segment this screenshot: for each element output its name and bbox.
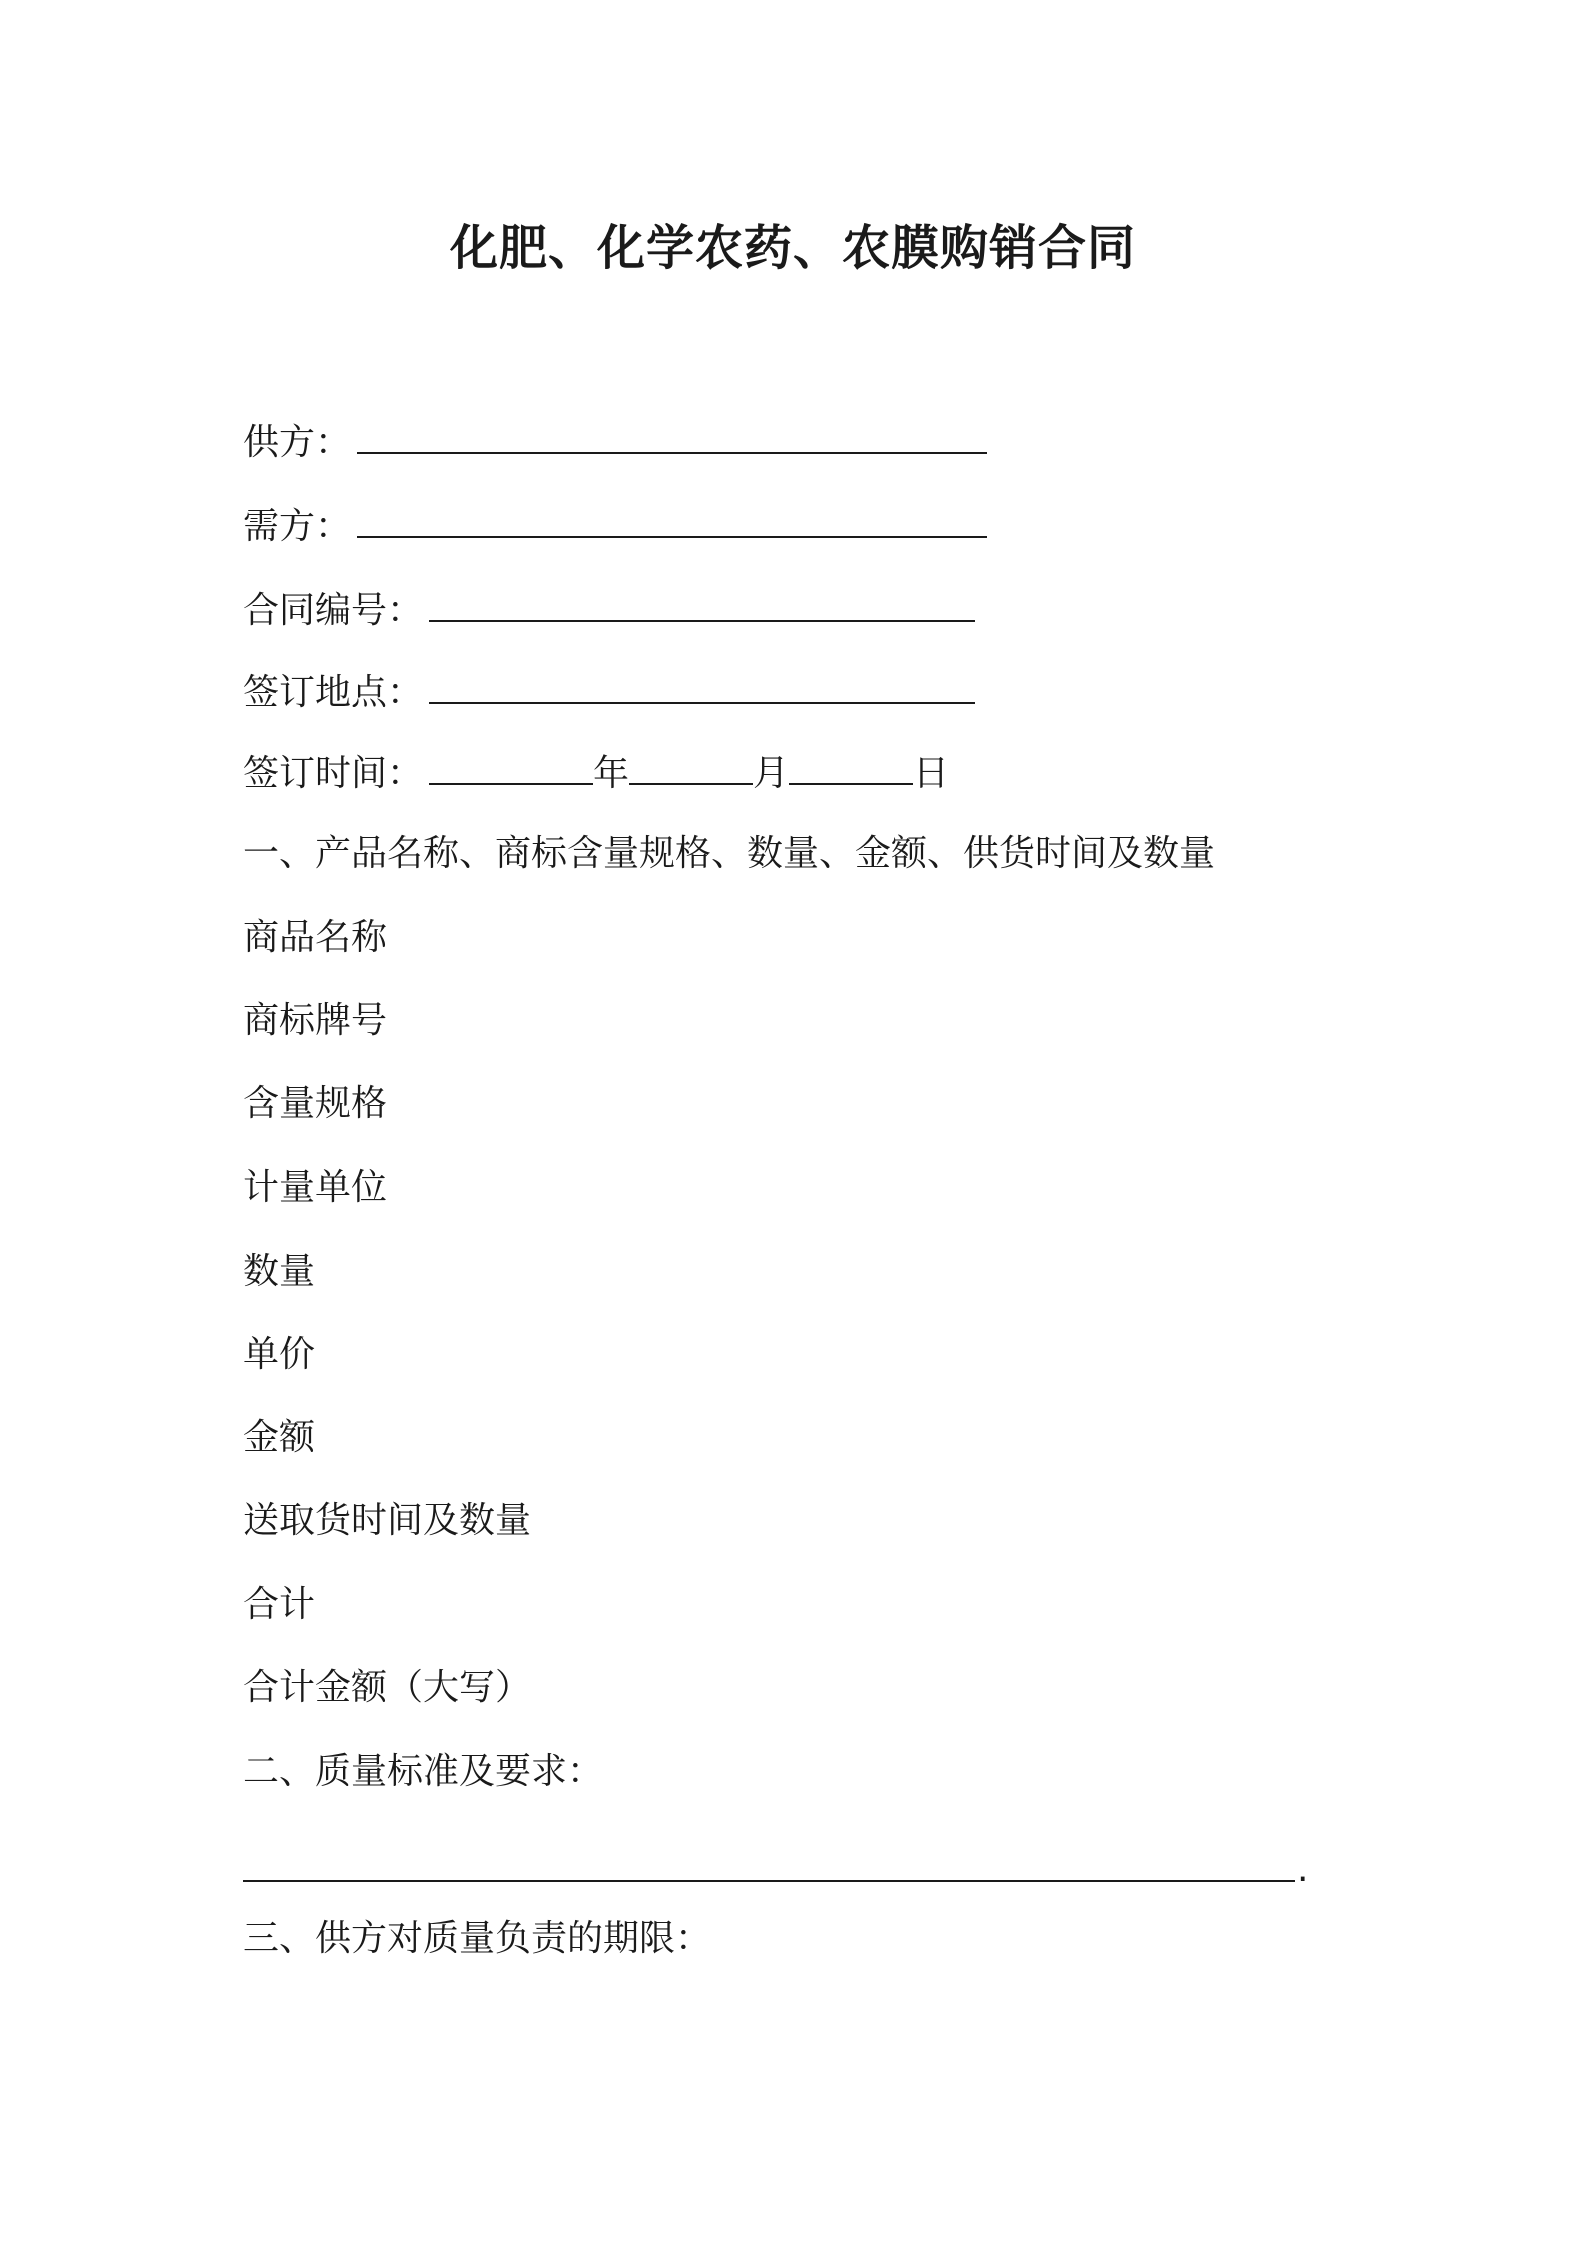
section2-heading: 二、质量标准及要求： <box>243 1751 604 1792</box>
item-total: 合计 <box>243 1584 316 1625</box>
sign-time-label: 签订时间： <box>243 753 424 794</box>
quality-standard-blank[interactable] <box>243 1878 1295 1882</box>
day-label: 日 <box>913 753 950 794</box>
item-spec: 含量规格 <box>243 1083 388 1124</box>
buyer-blank[interactable] <box>357 502 987 538</box>
section2-end-period: . <box>1297 1849 1309 1890</box>
year-blank[interactable] <box>429 749 593 785</box>
contract-no-line <box>243 586 975 634</box>
supplier-blank[interactable] <box>357 418 987 454</box>
buyer-label: 需方： <box>243 506 352 547</box>
contract-no-blank[interactable] <box>429 586 975 622</box>
item-amount: 金额 <box>243 1417 316 1458</box>
sign-place-blank[interactable] <box>429 668 975 704</box>
item-unit-price: 单价 <box>243 1334 316 1375</box>
contract-no-label: 合同编号： <box>243 590 424 631</box>
document-title: 化肥、化学农药、农膜购销合同 <box>449 220 1136 276</box>
item-delivery: 送取货时间及数量 <box>243 1500 532 1541</box>
sign-place-line <box>243 668 975 716</box>
item-product-name: 商品名称 <box>243 917 388 958</box>
supplier-label: 供方： <box>243 422 352 463</box>
sign-time-line <box>243 749 949 797</box>
month-label: 月 <box>753 753 790 794</box>
supplier-line <box>243 418 987 466</box>
item-unit: 计量单位 <box>243 1167 388 1208</box>
section3-heading: 三、供方对质量负责的期限： <box>243 1918 712 1959</box>
day-blank[interactable] <box>789 749 913 785</box>
year-label: 年 <box>593 753 630 794</box>
buyer-line <box>243 502 987 550</box>
sign-place-label: 签订地点： <box>243 672 424 713</box>
month-blank[interactable] <box>629 749 753 785</box>
item-brand: 商标牌号 <box>243 1000 388 1041</box>
item-total-uppercase: 合计金额（大写） <box>243 1667 532 1708</box>
section1-heading: 一、产品名称、商标含量规格、数量、金额、供货时间及数量 <box>243 833 1216 874</box>
item-quantity: 数量 <box>243 1251 316 1292</box>
